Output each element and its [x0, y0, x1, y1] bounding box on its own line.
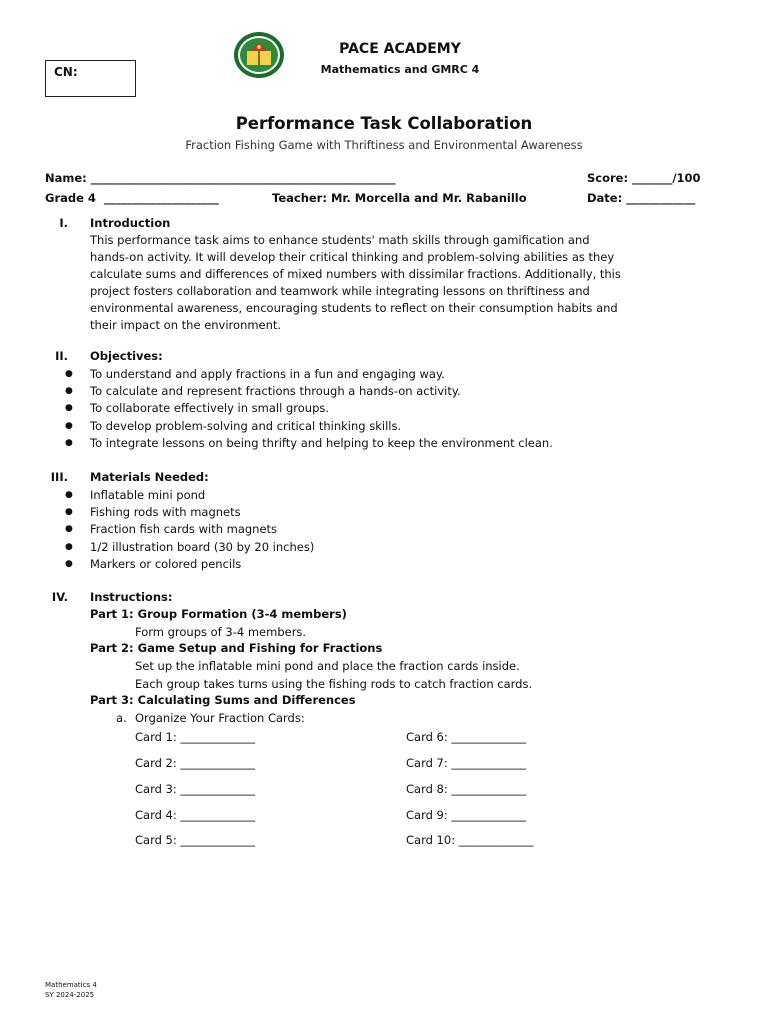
- introduction-line: project fosters collaboration and teamwork while integrating lessons on thriftiness and: [90, 284, 590, 298]
- school-name: PACE ACADEMY: [339, 41, 461, 57]
- card-4-field[interactable]: Card 4: _____________: [135, 808, 256, 822]
- date-field[interactable]: Date: ____________: [587, 191, 696, 205]
- part3-a-marker: a.: [116, 711, 127, 725]
- introduction-line: hands-on activity. It will develop their critical thinking and problem-solving abilities as they: [90, 250, 615, 264]
- introduction-line: This performance task aims to enhance students' math skills through gamification and: [90, 233, 590, 247]
- part2-text-2: Each group takes turns using the fishing rods to catch fraction cards.: [135, 677, 533, 691]
- section-number: IV.: [51, 590, 68, 604]
- cn-box[interactable]: [45, 60, 136, 97]
- card-5-field[interactable]: Card 5: _____________: [135, 833, 256, 847]
- teacher-label: Teacher: Mr. Morcella and Mr. Rabanillo: [272, 191, 527, 205]
- footer: [45, 980, 97, 1000]
- card-6-field[interactable]: Card 6: _____________: [406, 730, 527, 744]
- card-1-field[interactable]: Card 1: _____________: [135, 730, 256, 744]
- cn-label: CN:: [54, 65, 78, 79]
- card-2-field[interactable]: Card 2: _____________: [135, 756, 256, 770]
- part1-title: Part 1: Group Formation (3-4 members): [90, 607, 347, 621]
- part2-text-1: Set up the inflatable mini pond and place the fraction cards inside.: [135, 659, 520, 673]
- card-8-field[interactable]: Card 8: _____________: [406, 782, 527, 796]
- card-9-field[interactable]: Card 9: _____________: [406, 808, 527, 822]
- list-item: ● Markers or colored pencils: [65, 556, 725, 573]
- part3-a-text: Organize Your Fraction Cards:: [135, 711, 305, 725]
- card-3-field[interactable]: Card 3: _____________: [135, 782, 256, 796]
- school-logo-icon: [233, 31, 285, 79]
- section-heading-objectives: Objectives:: [90, 349, 163, 363]
- introduction-paragraph: [90, 232, 710, 334]
- part3-title: Part 3: Calculating Sums and Differences: [90, 693, 356, 707]
- list-item: ● Fraction fish cards with magnets: [65, 521, 725, 538]
- section-heading-introduction: Introduction: [90, 216, 171, 230]
- list-item: ● To understand and apply fractions in a fun and engaging way.: [65, 366, 725, 383]
- list-item: ● 1/2 illustration board (30 by 20 inches): [65, 539, 725, 556]
- section-number: III.: [50, 470, 68, 484]
- list-item: ● To integrate lessons on being thrifty and helping to keep the environment clean.: [65, 435, 725, 452]
- list-item: ● To develop problem-solving and critical thinking skills.: [65, 418, 725, 435]
- materials-list: [65, 487, 725, 573]
- part1-text: Form groups of 3-4 members.: [135, 625, 307, 639]
- list-item: ● Fishing rods with magnets: [65, 504, 725, 521]
- section-number: II.: [55, 349, 68, 363]
- name-field[interactable]: Name: _____________________________________________________: [45, 171, 396, 185]
- introduction-line: environmental awareness, encouraging students to reflect on their consumption habits and: [90, 301, 618, 315]
- score-field[interactable]: Score: _______/100: [587, 171, 701, 185]
- section-heading-instructions: Instructions:: [90, 590, 173, 604]
- list-item: ● To calculate and represent fractions through a hands-on activity.: [65, 383, 725, 400]
- part2-title: Part 2: Game Setup and Fishing for Fractions: [90, 641, 383, 655]
- page-title: Performance Task Collaboration: [235, 114, 533, 133]
- list-item: ● Inflatable mini pond: [65, 487, 725, 504]
- card-7-field[interactable]: Card 7: _____________: [406, 756, 527, 770]
- objectives-list: [65, 366, 725, 452]
- footer-school-year: SY 2024-2025: [45, 991, 95, 999]
- grade-field[interactable]: Grade 4 ____________________: [45, 191, 219, 205]
- subject-title: Mathematics and GMRC 4: [320, 63, 480, 76]
- footer-subject: Mathematics 4: [45, 981, 97, 989]
- introduction-line: their impact on the environment.: [90, 318, 282, 332]
- list-item: ● To collaborate effectively in small groups.: [65, 400, 725, 417]
- introduction-line: calculate sums and differences of mixed numbers with dissimilar fractions. Additionally, this: [90, 267, 621, 281]
- card-10-field[interactable]: Card 10: _____________: [406, 833, 534, 847]
- section-number: I.: [59, 216, 68, 230]
- page-subtitle: Fraction Fishing Game with Thriftiness and Environmental Awareness: [185, 138, 583, 152]
- section-heading-materials: Materials Needed:: [90, 470, 209, 484]
